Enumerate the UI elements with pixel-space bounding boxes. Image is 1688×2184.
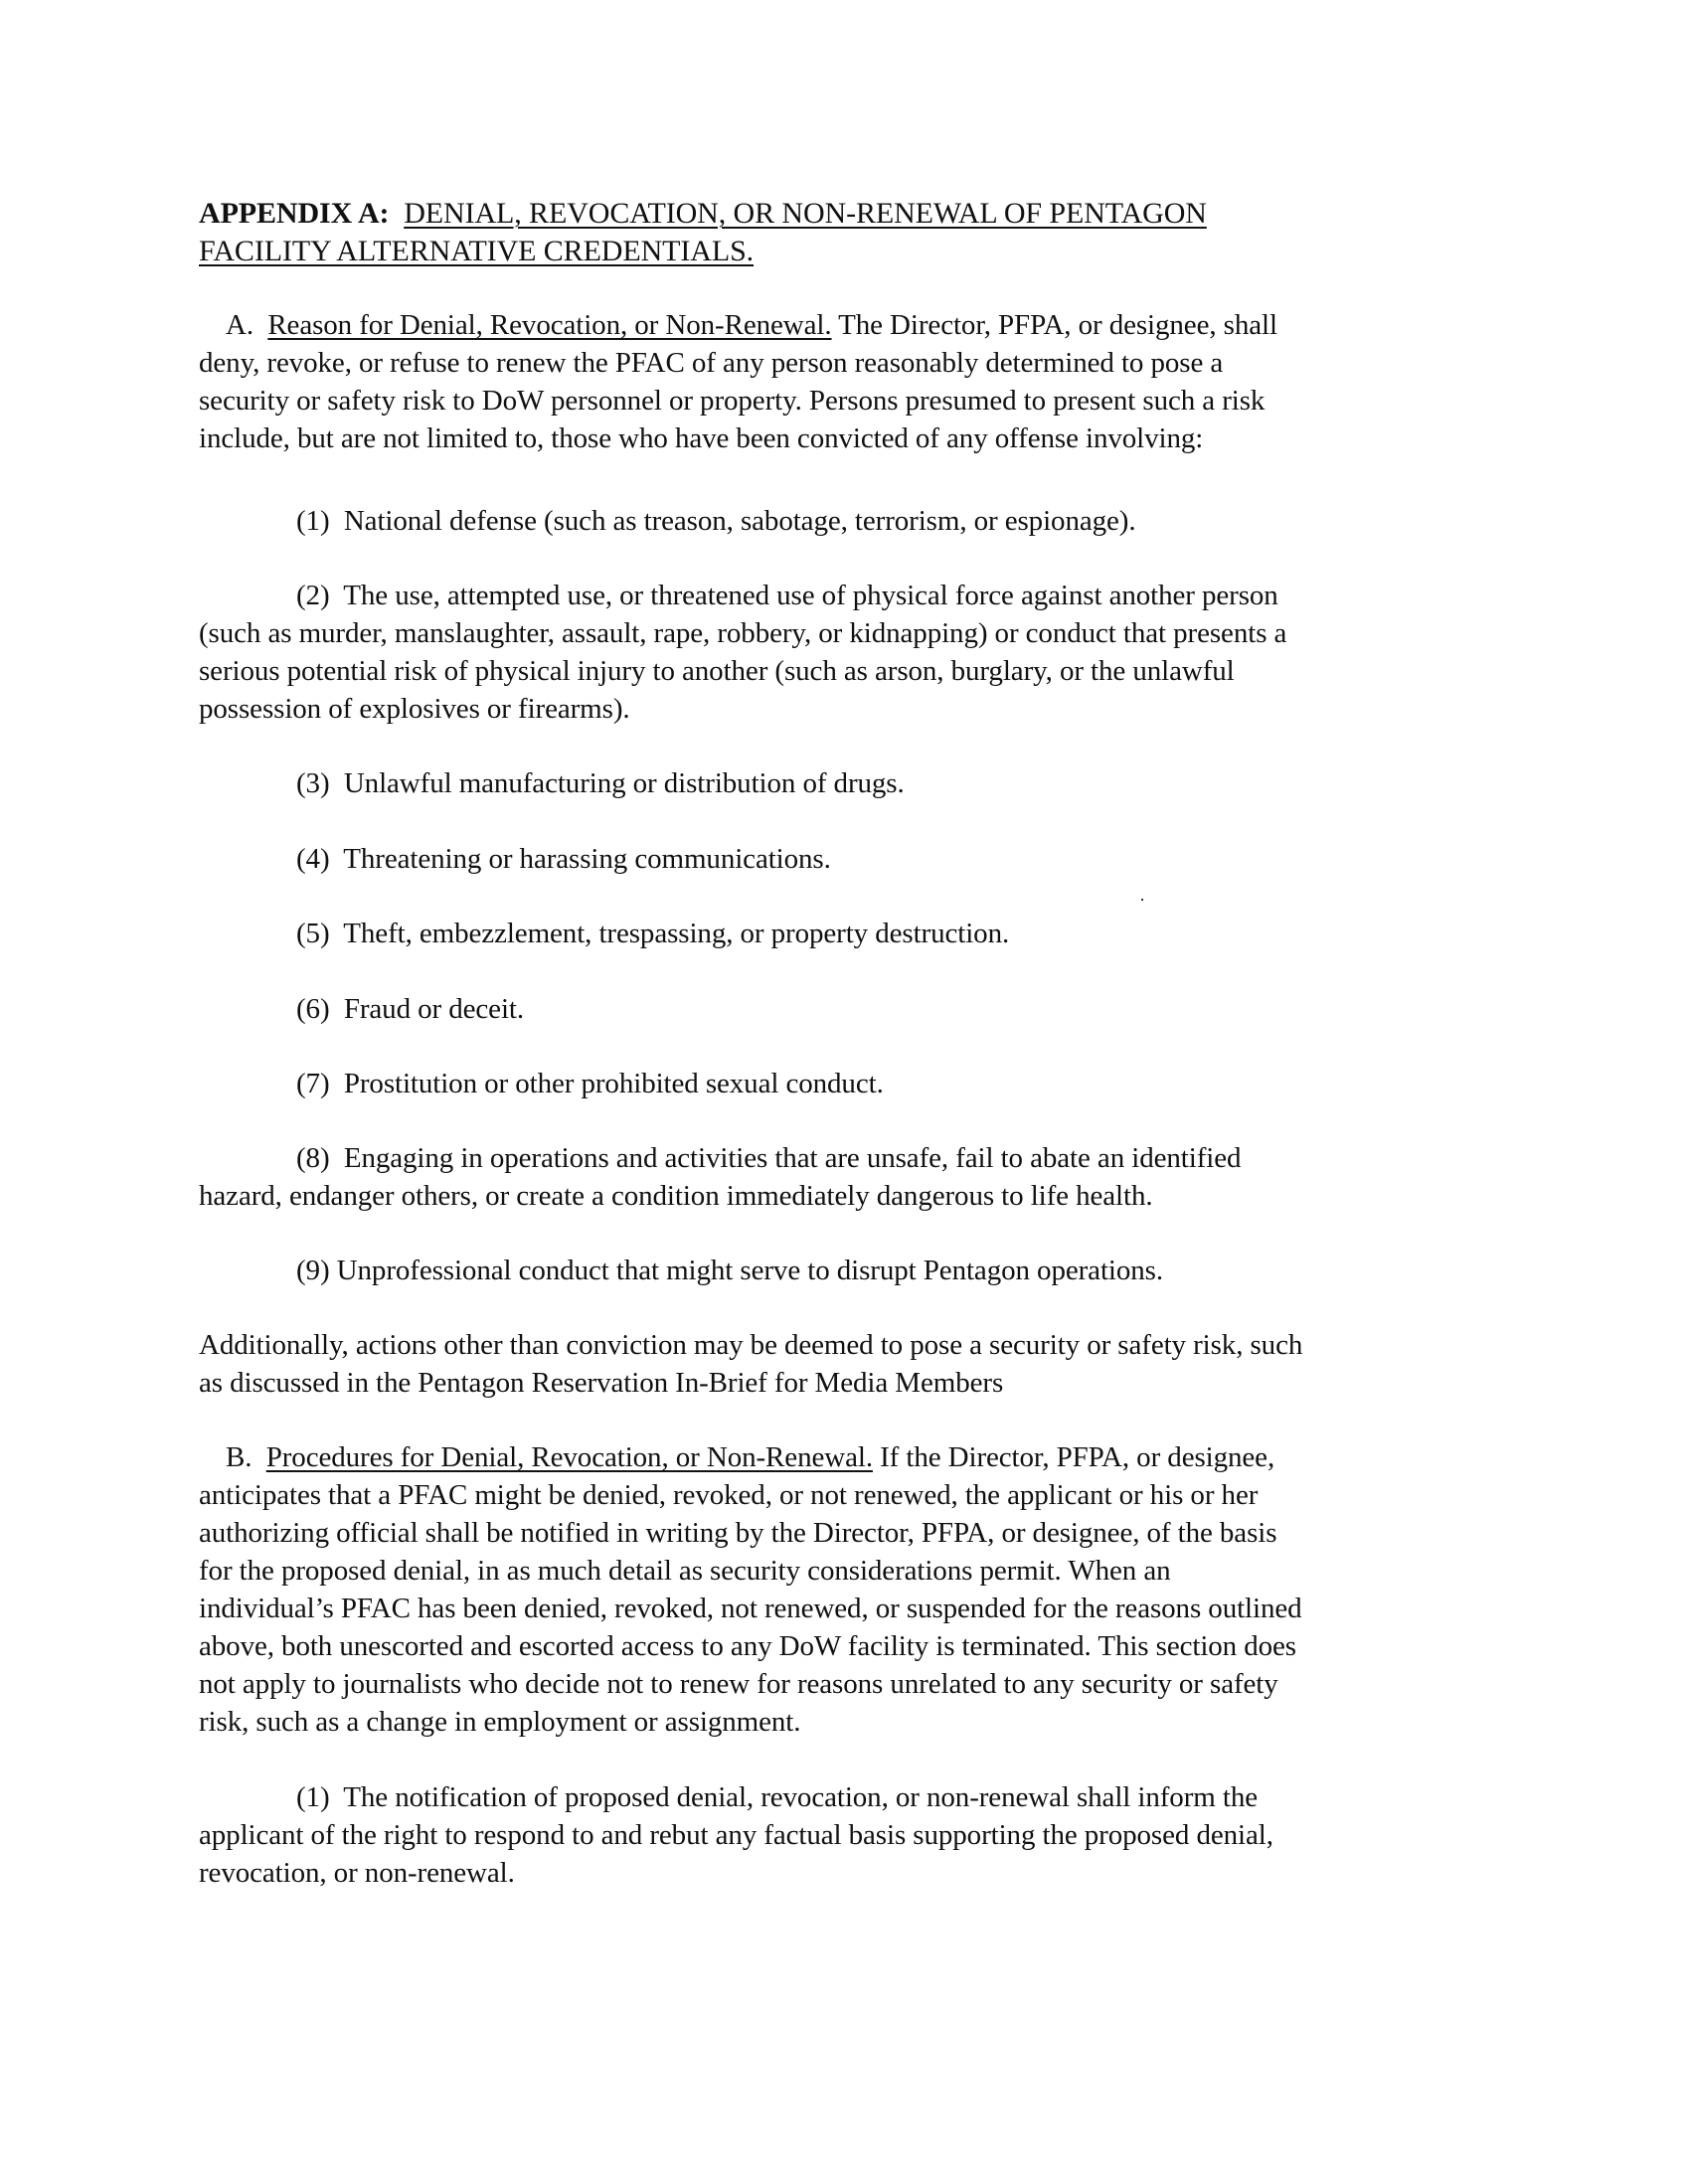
item-number: (6) (296, 993, 330, 1025)
item-text-line: possession of explosives or firearms). (199, 693, 630, 725)
item-text: Engaging in operations and activities that are unsafe, fail to abate an identified (343, 1142, 1242, 1174)
appendix-title-line-2 (199, 233, 754, 270)
section-b-text-line: risk, such as a change in employment or assignment. (199, 1706, 801, 1738)
section-a-item-9 (296, 1252, 1163, 1289)
section-a-item-3 (296, 764, 905, 802)
item-text-line: revocation, or non-renewal. (199, 1857, 515, 1889)
additional-text-line: Additionally, actions other than conviction may be deemed to pose a security or safety risk, such (199, 1329, 1303, 1361)
section-a-item-5 (296, 915, 1009, 952)
section-a-text-line: security or safety risk to DoW personnel or property. Persons presumed to present such a risk (199, 385, 1266, 417)
section-b-text-line: for the proposed denial, in as much detail as security considerations permit. When an (199, 1555, 1171, 1587)
additional-text-line: as discussed in the Pentagon Reservation In-Brief for Media Members (199, 1367, 1004, 1399)
section-b-text-line: authorizing official shall be notified in writing by the Director, PFPA, or designee, of the basis (199, 1517, 1277, 1549)
section-b-text-line: above, both unescorted and escorted access to any DoW facility is terminated. This section does (199, 1630, 1296, 1662)
item-number: (1) (296, 505, 330, 537)
section-a-text-line: include, but are not limited to, those who have been convicted of any offense involving: (199, 422, 1204, 454)
item-number: (9) (296, 1255, 330, 1286)
section-a-item-6 (296, 990, 524, 1028)
section-a-heading: Reason for Denial, Revocation, or Non-Renewal. (267, 309, 832, 341)
item-number: (1) (296, 1781, 330, 1813)
item-text: Theft, embezzlement, trespassing, or property destruction. (343, 918, 1010, 949)
section-b-marker: B. (226, 1441, 253, 1473)
scan-artifact-dot (1141, 899, 1143, 901)
section-a-item-8 (296, 1139, 1241, 1177)
item-number: (3) (296, 767, 330, 799)
item-text: Threatening or harassing communications. (343, 843, 831, 875)
item-text: National defense (such as treason, sabotage, terrorism, or espionage). (343, 505, 1136, 537)
section-a-text-line: deny, revoke, or refuse to renew the PFAC of any person reasonably determined to pose a (199, 347, 1224, 379)
item-text-line: (such as murder, manslaughter, assault, rape, robbery, or kidnapping) or conduct that presents a (199, 617, 1287, 649)
section-b-item-1 (296, 1778, 1258, 1816)
section-a-item-4 (296, 840, 831, 878)
section-b-text-line: not apply to journalists who decide not to renew for reasons unrelated to any security or safety (199, 1668, 1278, 1700)
appendix-title-line-1 (199, 195, 1207, 233)
section-a-text: The Director, PFPA, or designee, shall (831, 309, 1277, 341)
section-a-item-1 (296, 502, 1136, 540)
section-b-text-line: anticipates that a PFAC might be denied, revoked, or not renewed, the applicant or his or her (199, 1479, 1259, 1511)
item-number: (5) (296, 918, 330, 949)
section-a-first-line (226, 306, 1277, 344)
section-a-item-7 (296, 1065, 884, 1102)
section-a-item-2 (296, 577, 1278, 614)
item-text-line: hazard, endanger others, or create a condition immediately dangerous to life health. (199, 1180, 1153, 1212)
section-b-text-line: individual’s PFAC has been denied, revoked, not renewed, or suspended for the reasons outlined (199, 1593, 1302, 1624)
item-text-line: serious potential risk of physical injury to another (such as arson, burglary, or the unlawful (199, 655, 1235, 687)
section-b-first-line (226, 1438, 1274, 1476)
section-b-text: If the Director, PFPA, or designee, (872, 1441, 1275, 1473)
section-b-heading: Procedures for Denial, Revocation, or Non-Renewal. (265, 1441, 873, 1473)
item-text: The notification of proposed denial, revocation, or non-renewal shall inform the (343, 1781, 1259, 1813)
item-text: The use, attempted use, or threatened use of physical force against another person (343, 580, 1278, 611)
item-number: (8) (296, 1142, 330, 1174)
item-number: (7) (296, 1068, 330, 1099)
appendix-label: APPENDIX A: (199, 197, 390, 230)
item-text: Unprofessional conduct that might serve to disrupt Pentagon operations. (336, 1255, 1163, 1286)
item-number: (4) (296, 843, 330, 875)
appendix-title: DENIAL, REVOCATION, OR NON-RENEWAL OF PENTAGON (404, 197, 1207, 230)
item-text: Fraud or deceit. (343, 993, 525, 1025)
item-number: (2) (296, 580, 330, 611)
item-text-line: applicant of the right to respond to and rebut any factual basis supporting the proposed denial, (199, 1819, 1273, 1851)
appendix-title-continued: FACILITY ALTERNATIVE CREDENTIALS. (199, 235, 755, 267)
item-text: Prostitution or other prohibited sexual conduct. (343, 1068, 884, 1099)
item-text: Unlawful manufacturing or distribution of drugs. (343, 767, 905, 799)
section-a-marker: A. (226, 309, 253, 341)
